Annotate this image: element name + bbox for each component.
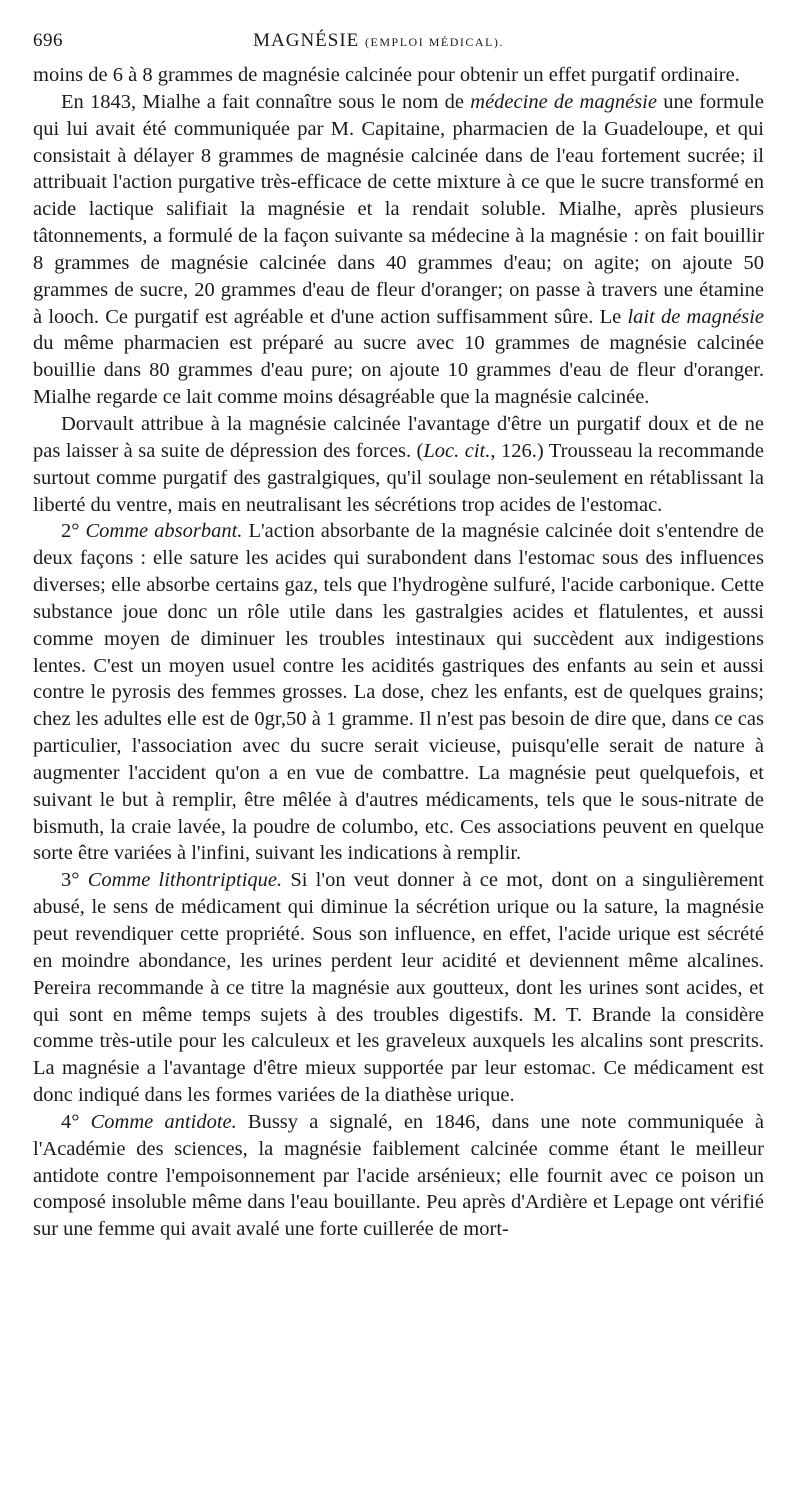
page-number: 696 — [33, 30, 63, 51]
paragraph-lithontriptique — [33, 867, 764, 1109]
emphasis-term: lait de magnésie — [627, 305, 764, 328]
running-title-sub: (EMPLOI MÉDICAL). — [365, 35, 504, 49]
paragraph-text: du même pharmacien est préparé au sucre avec 10 grammes de magnésie calcinée bouillie dans 80 grammes d'eau pure; on ajoute 10 grammes d'eau de fleur d'oranger. Mialhe regarde ce lait comme moins désagréable que la magnésie calcinée. — [33, 332, 764, 409]
running-header — [33, 30, 764, 62]
paragraph-text: moins de 6 à 8 grammes de magnésie calcinée pour obtenir un effet purgatif ordinaire. — [33, 64, 740, 86]
running-title-main: MAGNÉSIE — [253, 30, 360, 51]
paragraph-text: Si l'on veut donner à ce mot, dont on a singulièrement abusé, le sens de médicament qui diminue la sécrétion urique ou la sature, la magnésie peut revendiquer cette propriété. Sous son influence, en effet, l'acide urique est sécrété en moindre abondance, les urines perdent leur acidité et deviennent même alcalines. Pereira recommande à ce titre la magnésie aux goutteux, dont les urines sont acides, et qui sont en même temps sujets à des troubles digestifs. M. T. Brande la considère comme très-utile pour les calculeux et les graveleux auxquels les alcalins sont prescrits. La magnésie a l'avantage d'être mieux supportée par leur estomac. Ce médicament est donc indiqué dans les formes variées de la diathèse urique. — [33, 869, 765, 1107]
section-number: 4° — [61, 1110, 91, 1133]
paragraph-text: , 126.) Trousseau la recommande surtout comme purgatif des gastralgiques, qu'il soulage non-seulement en rétablissant la liberté du ventre, mais en neutralisant les sécrétions trop acides de l'estomac. — [33, 439, 764, 516]
section-number: 2° — [61, 520, 86, 543]
section-heading: Comme antidote. — [90, 1110, 237, 1133]
body-text — [33, 62, 764, 1243]
emphasis-term: médecine de magnésie — [470, 90, 657, 113]
emphasis-citation: Loc. cit. — [423, 439, 491, 462]
section-number: 3° — [61, 869, 88, 892]
paragraph-dorvault — [33, 411, 764, 518]
running-title — [63, 30, 694, 52]
paragraph-medecine-de-magnesie — [33, 89, 764, 411]
paragraph-text: L'action absorbante de la magnésie calcinée doit s'entendre de deux façons : elle sature les acides qui surabondent dans l'estomac sous des influences diverses; elle absorbe certains gaz, tels que l'hydrogène sulfuré, l'acide carbonique. Cette substance joue donc un rôle utile dans les gastralgies acides et flatulentes, et aussi comme moyen de diminuer les troubles intestinaux qui succèdent aux indigestions lentes. C'est un moyen usuel contre les acidités gastriques des enfants au sein et aussi contre le pyrosis des femmes grosses. La dose, chez les enfants, est de quelques grains; chez les adultes elle est de 0gr,50 à 1 gramme. Il n'est pas besoin de dire que, dans ce cas particulier, l'association avec du sucre serait vicieuse, puisqu'elle serait de nature à augmenter l'accident qu'on a en vue de combattre. La magnésie peut quelquefois, et suivant le but à remplir, être mêlée à d'autres médicaments, tels que le sous-nitrate de bismuth, la craie lavée, la poudre de columbo, etc. Ces associations peuvent en quelque sorte être variées à l'infini, suivant les indications à remplir. — [33, 520, 764, 865]
paragraph-text: une formule qui lui avait été communiquée par M. Capitaine, pharmacien de la Guadeloupe, et qui consistait à délayer 8 grammes de magnésie calcinée dans de l'eau fortement sucrée; il attribuait l'action purgative très-efficace de cette mixture à ce que le sucre transformé en acide lactique salifiait la magnésie et la rendait soluble. Mialhe, après plusieurs tâtonnements, a formulé de la façon suivante sa médecine à la magnésie : on fait bouillir 8 grammes de magnésie calcinée dans 40 grammes d'eau; on agite; on ajoute 50 grammes de sucre, 20 grammes d'eau de fleur d'oranger; on passe à travers une étamine à looch. Ce purgatif est agréable et d'une action suffisamment sûre. Le — [33, 90, 764, 328]
paragraph-text: Bussy a signalé, en 1846, dans une note communiquée à l'Académie des sciences, la magnésie faiblement calcinée comme étant le meilleur antidote contre l'empoisonnement par l'acide arsénieux; elle fournit avec ce poison un composé insoluble même dans l'eau bouillante. Peu après d'Ardière et Lepage ont vérifié sur une femme qui avait avalé une forte cuillerée de mort- — [33, 1110, 764, 1241]
section-heading: Comme lithontriptique. — [87, 869, 283, 892]
section-heading: Comme absorbant. — [85, 520, 243, 543]
paragraph-antidote — [33, 1109, 764, 1243]
book-page — [33, 30, 764, 1243]
paragraph-absorbant — [33, 518, 764, 867]
paragraph-text: Dorvault attribue à la magnésie calcinée l'avantage d'être un purgatif doux et de ne pas laisser à sa suite de dépression des forces. ( — [33, 412, 764, 462]
paragraph-continued — [33, 62, 764, 89]
paragraph-text: En 1843, Mialhe a fait connaître sous le nom de — [61, 90, 471, 113]
